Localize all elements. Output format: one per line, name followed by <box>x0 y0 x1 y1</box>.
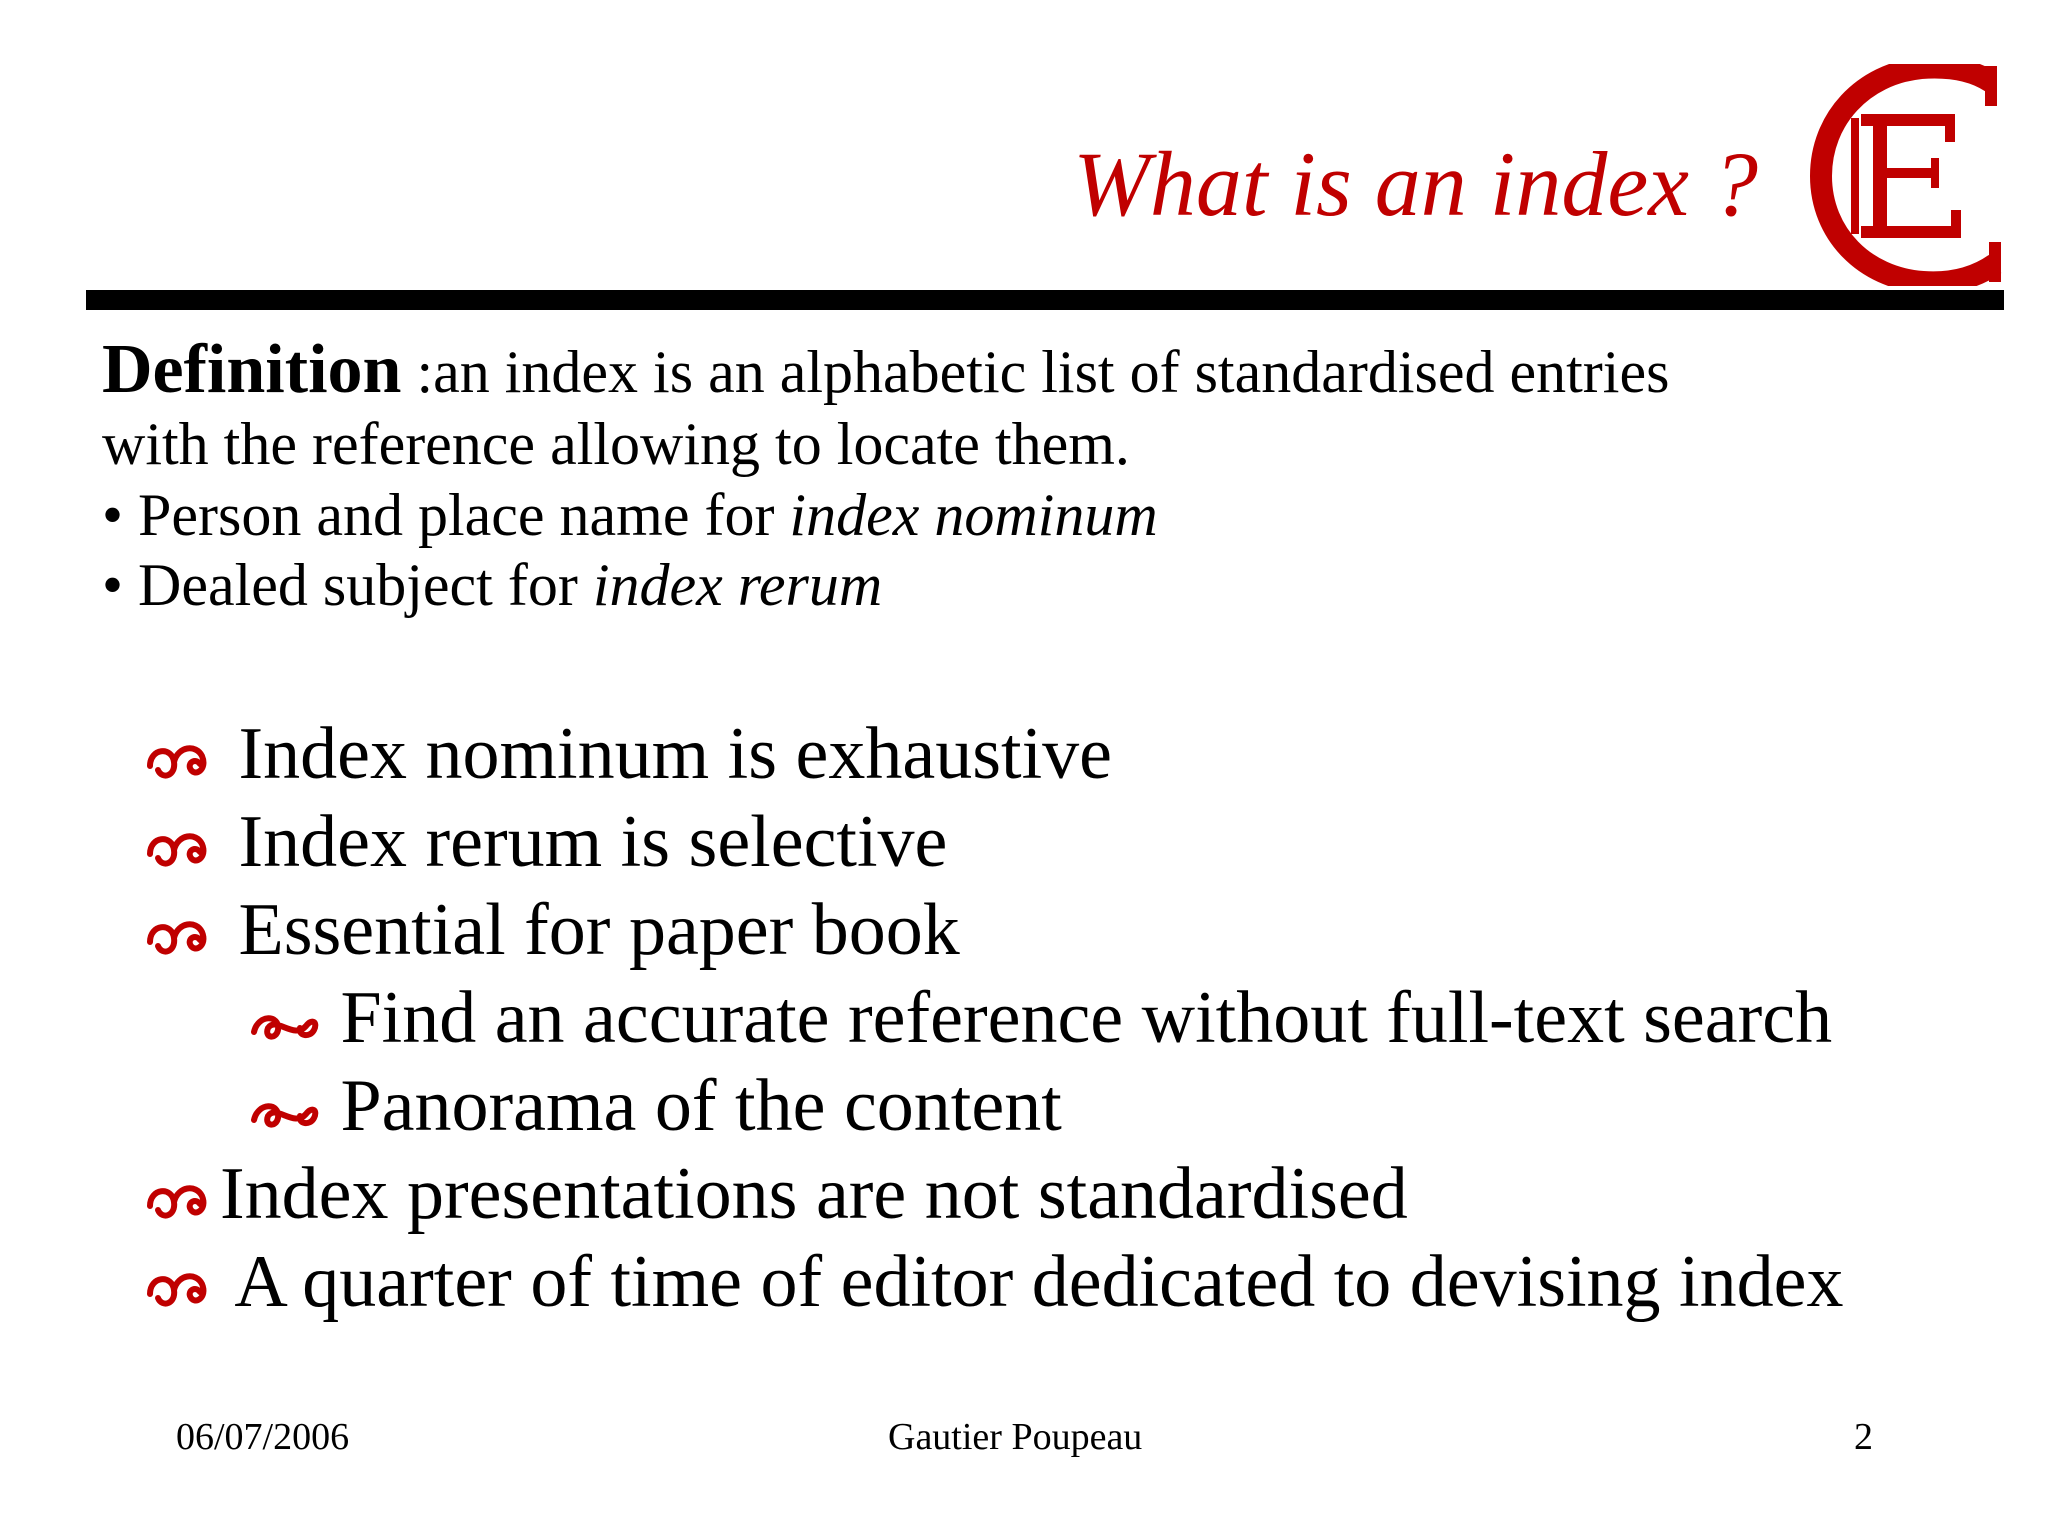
point-text: Essential for paper book <box>238 889 960 971</box>
definition-bullet <box>102 550 2002 620</box>
list-item <box>144 710 1112 798</box>
list-item <box>246 974 1832 1062</box>
scroll-icon <box>144 1264 220 1314</box>
list-item <box>144 798 947 886</box>
definition-bullet-text: • Person and place name for <box>102 482 790 548</box>
definition-line-1 <box>102 331 2002 408</box>
footer-date: 06/07/2006 <box>176 1416 350 1458</box>
footer-author: Gautier Poupeau <box>888 1416 1143 1458</box>
point-text: Panorama of the content <box>340 1065 1062 1147</box>
point-text: Index rerum is selective <box>238 801 948 883</box>
definition-bullet-italic: index rerum <box>592 552 883 618</box>
definition-bullet <box>102 480 2002 550</box>
list-item <box>144 886 960 974</box>
list-item <box>246 1062 1062 1150</box>
definition-block <box>102 331 2002 620</box>
point-text: Index nominum is exhaustive <box>238 713 1112 795</box>
scroll-icon <box>144 912 220 962</box>
list-item <box>144 1238 1843 1326</box>
swirl-icon <box>246 1000 322 1050</box>
scroll-icon <box>144 736 220 786</box>
scroll-icon <box>144 1176 220 1226</box>
definition-term: Definition <box>102 331 402 408</box>
point-text: A quarter of time of editor dedicated to devising index <box>234 1241 1844 1323</box>
point-text: Find an accurate reference without full-text search <box>340 977 1833 1059</box>
swirl-icon <box>246 1088 322 1138</box>
title-divider <box>86 290 2004 310</box>
definition-text-1: :an index is an alphabetic list of standardised entries <box>401 339 1670 405</box>
point-text: Index presentations are not standardised <box>220 1153 1408 1235</box>
ce-logo-icon <box>1803 64 2011 286</box>
slide-title: What is an index ? <box>1073 133 1758 235</box>
definition-text-2: with the reference allowing to locate them. <box>102 411 1130 477</box>
list-item <box>144 1150 1408 1238</box>
scroll-icon <box>144 824 220 874</box>
definition-bullet-text: • Dealed subject for <box>102 552 593 618</box>
footer-page-number: 2 <box>1854 1416 1873 1458</box>
definition-bullet-italic: index nominum <box>789 482 1158 548</box>
